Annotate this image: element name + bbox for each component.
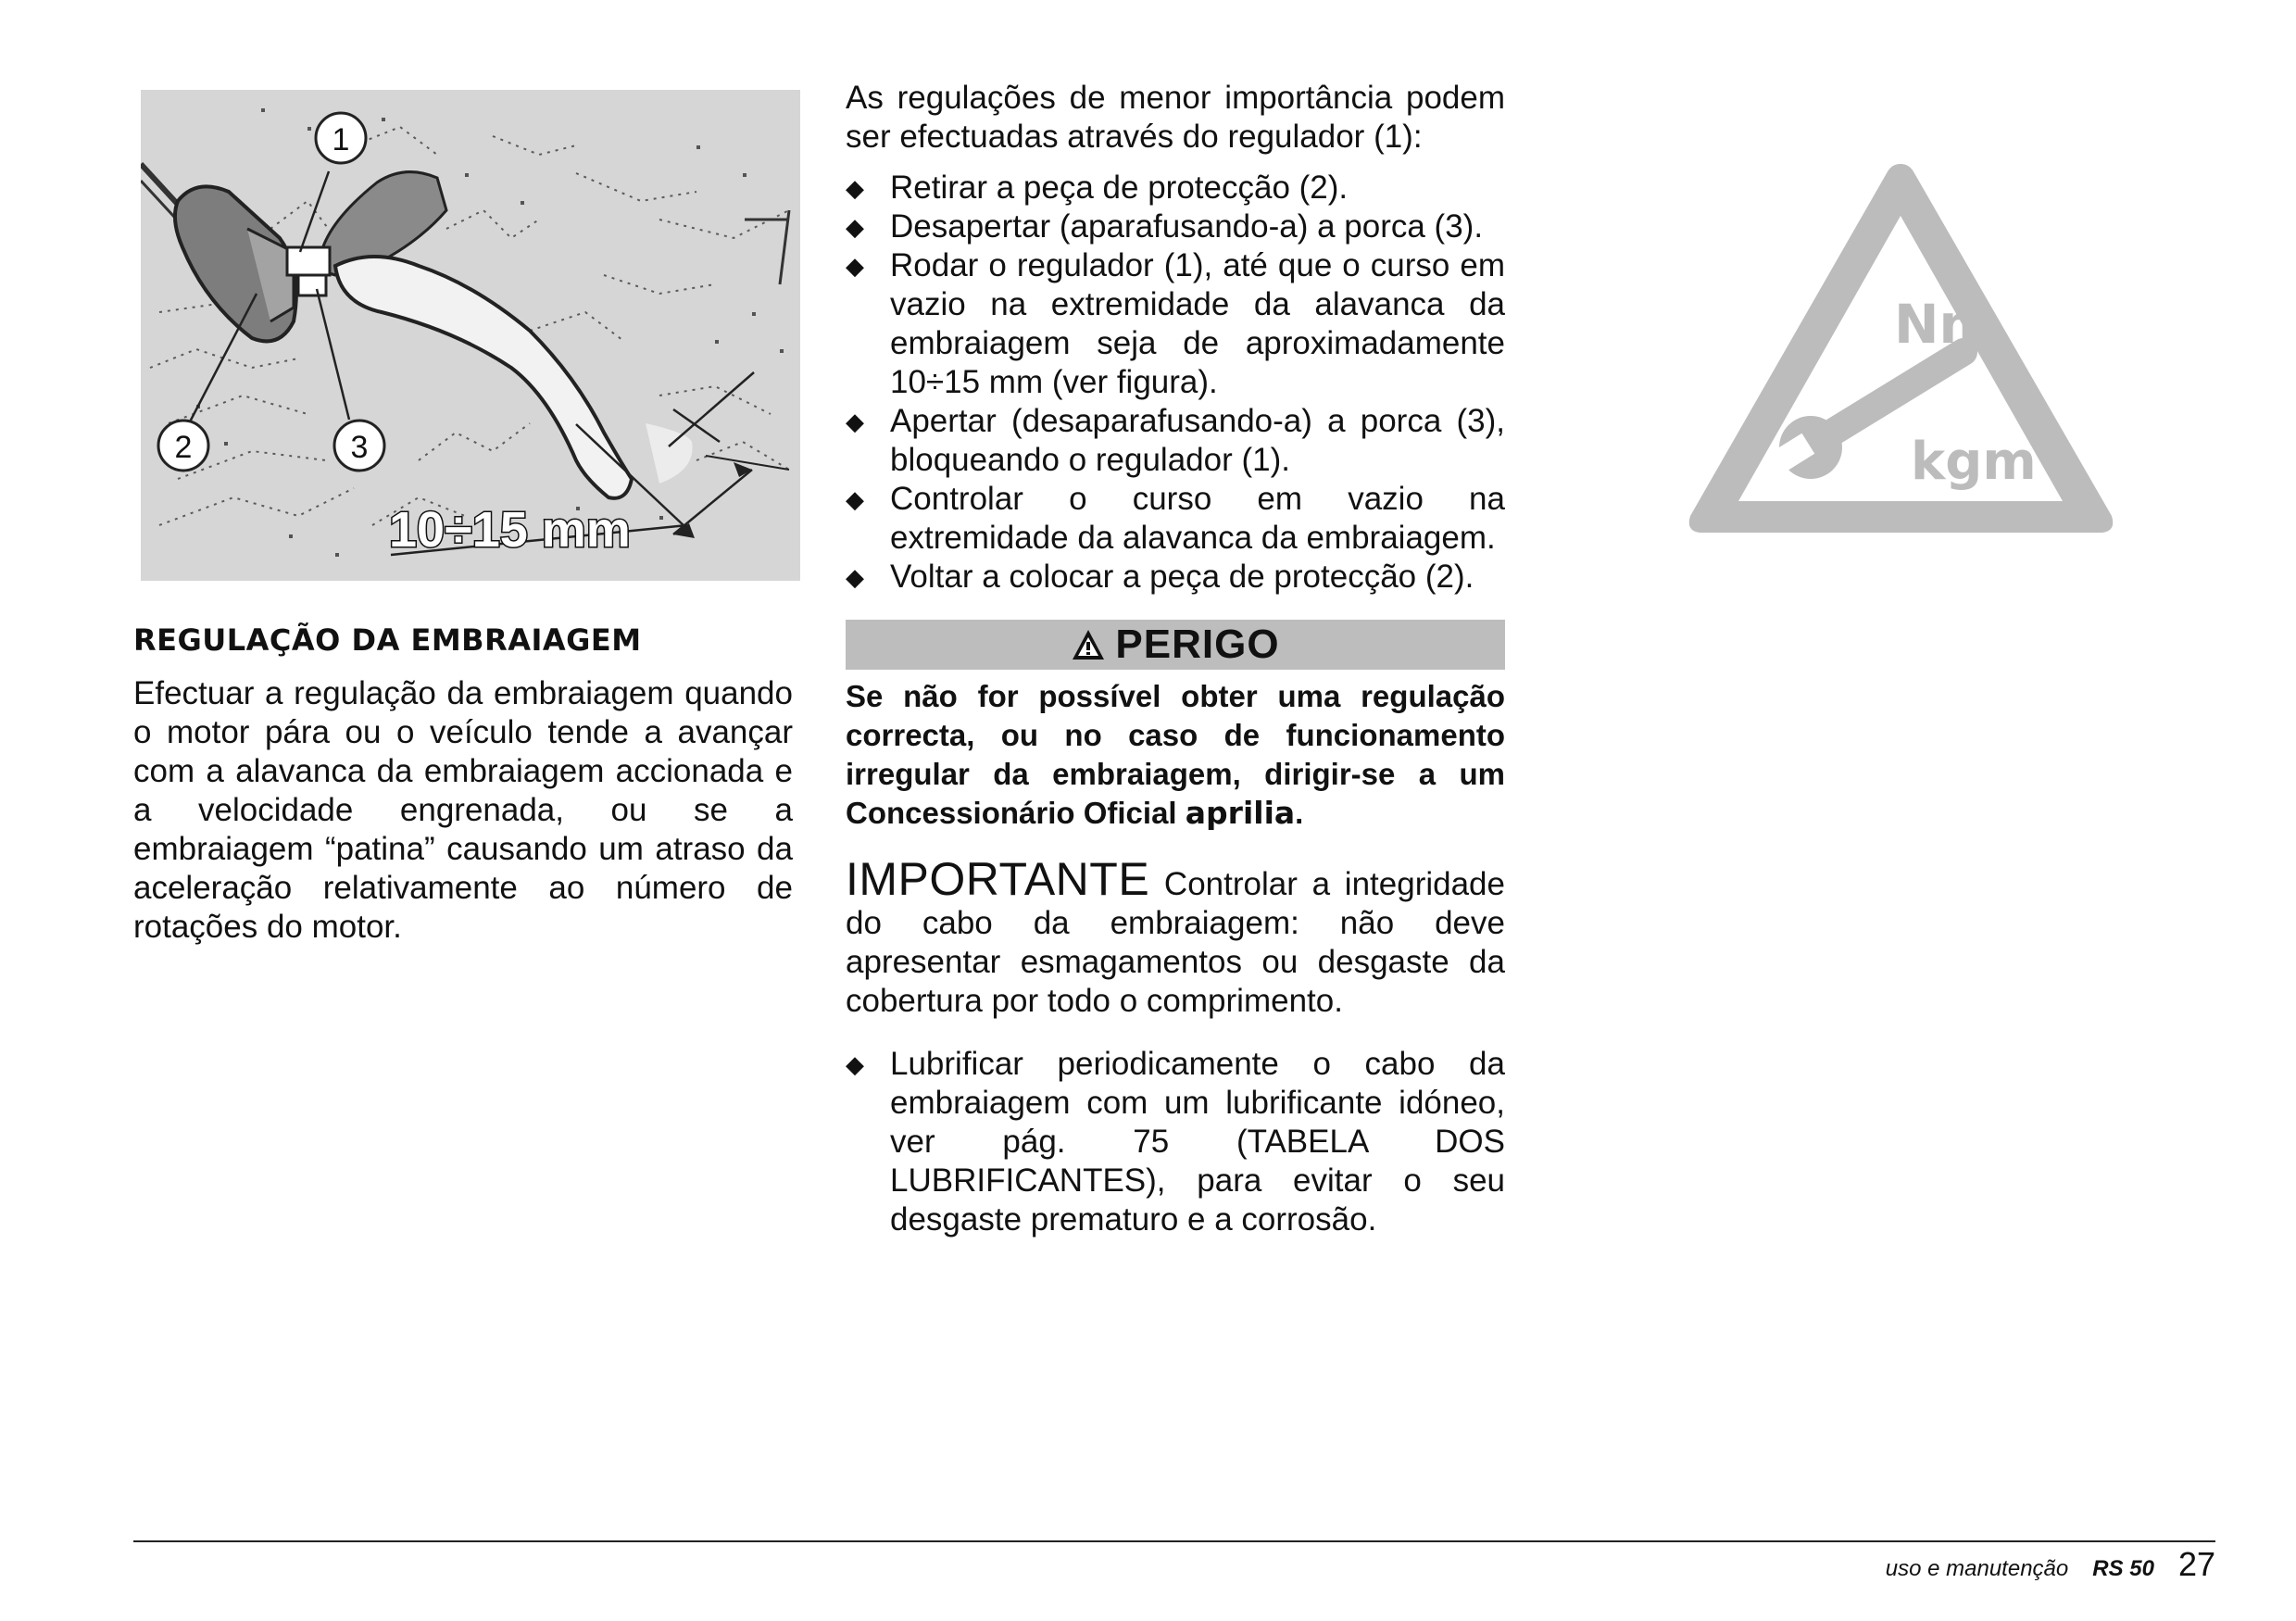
section-heading: REGULAÇÃO DA EMBRAIAGEM	[133, 622, 642, 658]
list-item	[846, 558, 1505, 597]
step-text: Desapertar (aparafusando-a) a porca (3).	[890, 208, 1484, 245]
page-footer	[1886, 1545, 2215, 1584]
important-label: IMPORTANTE	[846, 853, 1150, 905]
bullet-icon: ◆	[846, 174, 864, 202]
adjustment-steps-list	[846, 169, 1505, 597]
danger-banner	[846, 620, 1505, 670]
callout-3-label: 3	[350, 430, 369, 465]
step-text: Rodar o regulador (1), até que o curso em vazio na extremidade da alavanca da embraiagem seja de aproximadamente 10÷15 mm (ver figura).	[890, 247, 1505, 400]
step-text: Apertar (desaparafusando-a) a porca (3), bloqueando o regulador (1).	[890, 403, 1505, 478]
lubricate-text: Lubrificar periodicamente o cabo da embraiagem com um lubrificante idóneo, ver pág. 75 (TABELA DOS LUBRIFICANTES), para evitar o seu desgaste prematuro e a corrosão.	[890, 1046, 1505, 1238]
footer-model: RS 50	[2092, 1556, 2154, 1581]
danger-label: PERIGO	[1115, 622, 1280, 667]
danger-end: .	[1295, 796, 1304, 830]
wrench-triangle-icon	[1681, 153, 2121, 542]
bullet-icon: ◆	[846, 485, 864, 513]
warning-triangle-icon	[1071, 628, 1106, 661]
step-text: Controlar o curso em vazio na extremidade da alavanca da embraiagem.	[890, 481, 1505, 556]
danger-text	[846, 677, 1505, 833]
icon-kgm-label: kgm	[1911, 432, 2037, 492]
important-text: Controlar a integridade do cabo da embraiagem: não deve apresentar esmagamentos ou desgaste da cobertura por todo o comprimento.	[846, 866, 1505, 1019]
brand-name: aprilia	[1185, 795, 1296, 831]
bullet-icon: ◆	[846, 252, 864, 280]
list-item	[846, 402, 1505, 480]
torque-warning-icon	[1681, 153, 2121, 542]
callout-2-label: 2	[174, 430, 193, 465]
clutch-lever-illustration	[141, 90, 800, 581]
bullet-icon: ◆	[846, 408, 864, 435]
important-note	[846, 853, 1505, 1021]
footer-section: uso e manutenção	[1885, 1556, 2069, 1581]
list-item	[846, 480, 1505, 558]
list-item	[846, 1045, 1505, 1239]
bullet-icon: ◆	[846, 1050, 864, 1078]
step-text: Voltar a colocar a peça de protecção (2).	[890, 559, 1474, 595]
measurement-label: 10÷15 mm	[389, 502, 631, 558]
intro-paragraph: As regulações de menor importância podem ser efectuadas através do regulador (1):	[846, 80, 1505, 155]
list-item	[846, 246, 1505, 402]
list-item	[846, 207, 1505, 246]
page-number: 27	[2177, 1545, 2215, 1583]
list-item	[846, 169, 1505, 207]
step-text: Retirar a peça de protecção (2).	[890, 170, 1349, 206]
callout-1-label: 1	[332, 122, 350, 157]
clutch-lever-figure	[141, 90, 800, 581]
danger-message: Se não for possível obter uma regulação correcta, ou no caso de funcionamento irregular da embraiagem, dirigir-se a um Concessionário Oficial	[846, 679, 1505, 830]
bullet-icon: ◆	[846, 213, 864, 241]
footer-divider	[133, 1540, 2215, 1542]
section-body: Efectuar a regulação da embraiagem quando o motor pára ou o veículo tende a avançar com a alavanca da embraiagem accionada e a velocidade engrenada, ou se a embraiagem “patina” causando um atraso da aceleração relativamente ao número de rotações do motor.	[133, 675, 793, 945]
icon-nm-label: Nm	[1894, 293, 1995, 356]
lubrication-list	[846, 1045, 1505, 1239]
bullet-icon: ◆	[846, 563, 864, 591]
